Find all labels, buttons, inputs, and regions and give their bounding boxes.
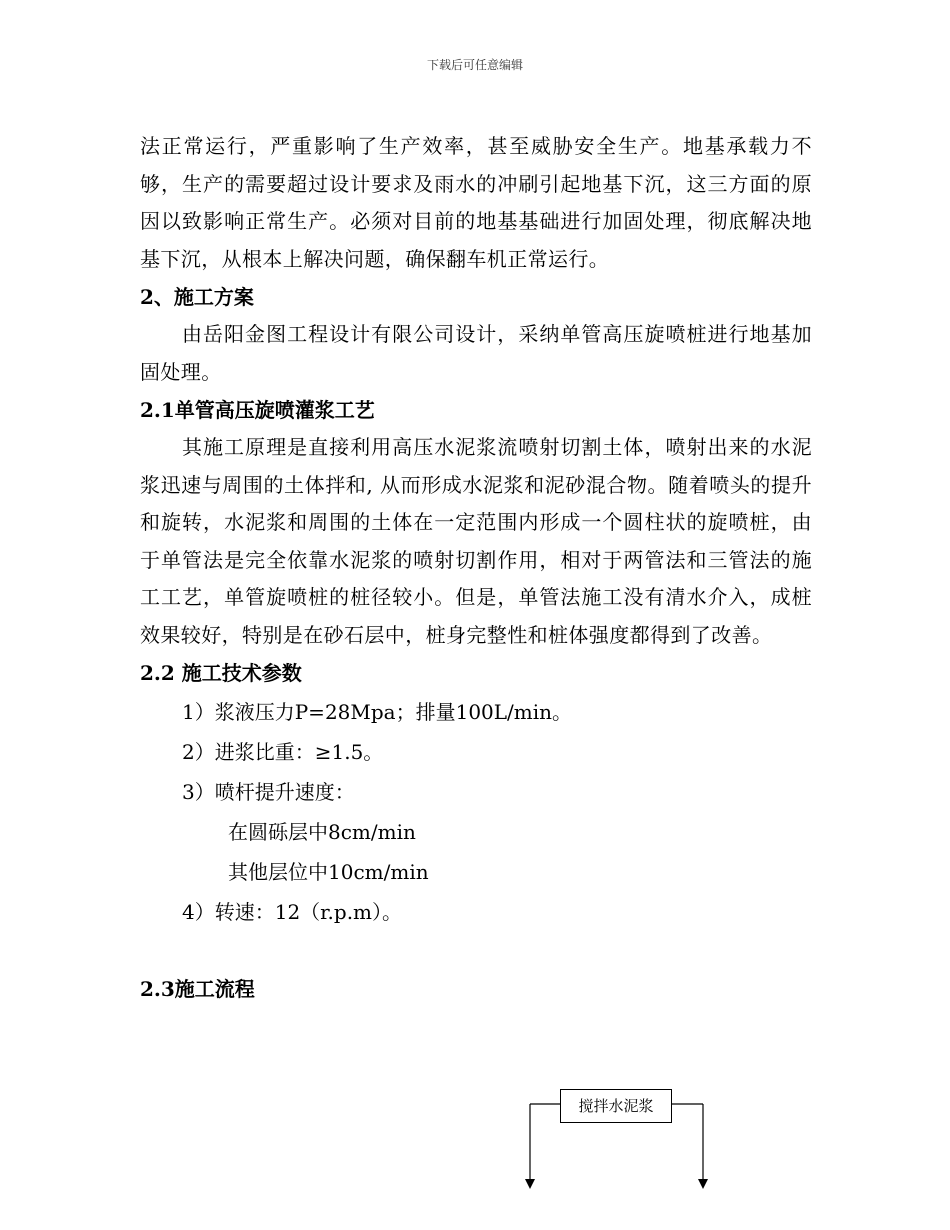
param-subitem-other: 其他层位中10cm/min [228, 860, 429, 884]
flow-arrow-right [698, 1179, 708, 1189]
param-item-pressure: 1）浆液压力P=28Mpa；排量100L/min。 [182, 700, 573, 724]
spacer [140, 932, 812, 970]
heading-construction-flow: 2.3施工流程 [140, 977, 255, 1001]
heading-grouting-process: 2.1单管高压旋喷灌浆工艺 [140, 398, 375, 422]
param-item-rotation: 4）转速：12（r.p.m）。 [182, 900, 403, 924]
paragraph-design: 由岳阳金图工程设计有限公司设计，采纳单管高压旋喷桩进行地基加固处理。 [140, 322, 812, 384]
heading-technical-params: 2.2 施工技术参数 [140, 661, 302, 685]
paragraph-intro: 法正常运行，严重影响了生产效率，甚至威胁安全生产。地基承载力不够，生产的需要超过设计要求及雨水的冲刷引起地基下沉，这三方面的原因以致影响正常生产。必须对目前的地基基础进行加固处理，彻底解决地基下沉，从根本上解决问题，确保翻车机正常运行。 [140, 134, 812, 271]
page-header: 下载后可任意编辑 [426, 58, 523, 72]
param-item-density: 2）进浆比重：≥1.5。 [182, 740, 384, 764]
param-item-lift-speed: 3）喷杆提升速度： [182, 780, 355, 804]
document-body [140, 128, 812, 1008]
flow-box-mix-cement: 搅拌水泥浆 [560, 1089, 672, 1123]
heading-construction-plan: 2、施工方案 [140, 285, 254, 309]
flow-arrow-left [525, 1179, 535, 1189]
param-subitem-gravel: 在圆砾层中8cm/min [228, 820, 416, 844]
paragraph-principle: 其施工原理是直接利用高压水泥浆流喷射切割土体，喷射出来的水泥浆迅速与周围的土体拌和, 从而形成水泥浆和泥砂混合物。随着喷头的提升和旋转，水泥浆和周围的土体在一定范围内形成一个圆柱状的旋喷桩，由于单管法是完全依靠水泥浆的喷射切割作用，相对于两管法和三管法的施工工艺，单管旋喷桩的桩径较小。但是，单管法施工没有清水介入，成桩效果较好，特别是在砂石层中，桩身完整性和桩体强度都得到了改善。 [140, 435, 812, 647]
